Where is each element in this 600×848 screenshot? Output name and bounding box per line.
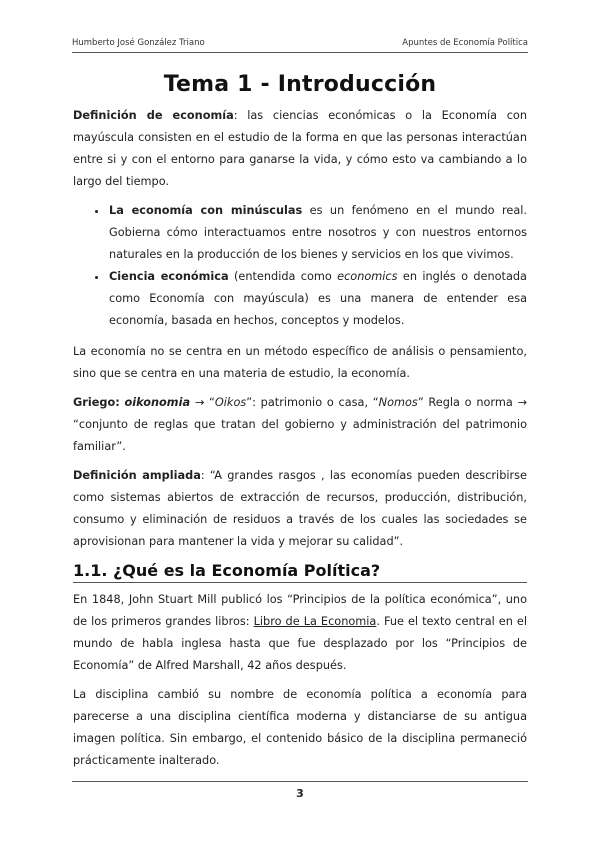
bullet-list bbox=[73, 200, 527, 332]
footer-divider bbox=[72, 781, 528, 782]
section-paragraph-2: La disciplina cambió su nombre de economía política a economía para parecerse a una disciplina científica moderna y distanciarse de su antigua imagen política. Sin embargo, el contenido básico de la disciplina permaneció prácticamente inalterado. bbox=[73, 688, 527, 767]
section-paragraph-1 bbox=[73, 589, 527, 677]
greek-word: oikonomia bbox=[124, 396, 191, 409]
header-doc-title: Apuntes de Economía Política bbox=[402, 38, 528, 48]
bullet-2-post: en inglés o denotada como Economía con mayúscula) es una manera de entender esa economía, basada en hechos, conceptos y modelos. bbox=[109, 270, 527, 327]
page-number: 3 bbox=[296, 787, 304, 800]
method-paragraph: La economía no se centra en un método específico de análisis o pensamiento, sino que se centra en una materia de estudio, la economía. bbox=[73, 345, 527, 380]
greek-oikos: Oikos bbox=[214, 396, 247, 409]
bullet-2-italic: economics bbox=[337, 270, 398, 283]
page-content bbox=[73, 68, 527, 779]
bullet-2-pre: (entendida como bbox=[228, 270, 338, 283]
extended-definition-paragraph bbox=[73, 465, 527, 553]
greek-mid: ”: patrimonio o casa, “ bbox=[246, 396, 379, 409]
header-author: Humberto José González Triano bbox=[72, 38, 205, 48]
list-item bbox=[107, 200, 527, 266]
definition-paragraph bbox=[73, 105, 527, 193]
greek-label: Griego: bbox=[73, 396, 120, 409]
bullet-1-text: es un fenómeno en el mundo real. Gobierna cómo interactuamos entre nosotros y con nuestros entornos naturales en la producción de los bienes y servicios en los que vivimos. bbox=[109, 204, 527, 261]
list-item bbox=[107, 266, 527, 332]
book-link[interactable]: Libro de La Economia bbox=[253, 615, 377, 628]
definition-label: Definición de economía bbox=[73, 109, 234, 122]
greek-arrow: → “ bbox=[190, 396, 215, 409]
section-p1-pre: En 1848, John Stuart Mill publicó los “Principios de la política económica”, uno de los primeros grandes libros: bbox=[73, 593, 527, 628]
definition-text: : las ciencias económicas o la Economía con mayúscula consisten en el estudio de la forma en que las personas interactúan entre si y con el entorno para ganarse la vida, y cómo esto va cambiando a lo largo del tiempo. bbox=[73, 109, 527, 188]
extended-definition-label: Definición ampliada bbox=[73, 469, 201, 482]
section-p1-post: . Fue el texto central en el mundo de habla inglesa hasta que fue desplazado por los “Principios de Economía” de Alfred Marshall, 42 años después. bbox=[73, 615, 528, 672]
greek-nomos: Nomos bbox=[378, 396, 418, 409]
extended-definition-text: : “A grandes rasgos , las economías pueden describirse como sistemas abiertos de extracción de recursos, producción, distribución, consumo y eliminación de residuos a través de los cuales las sociedades se aprovisionan para mantener la vida y mejorar su calidad”. bbox=[73, 469, 527, 548]
greek-rest: ” Regla o norma → “conjunto de reglas que tratan del gobierno y administración del patrimonio familiar”. bbox=[73, 396, 527, 453]
bullet-2-label: Ciencia económica bbox=[109, 270, 229, 283]
page-title: Tema 1 - Introducción bbox=[163, 72, 437, 97]
section-heading: 1.1. ¿Qué es la Economía Política? bbox=[73, 561, 527, 583]
page-header bbox=[72, 38, 528, 53]
bullet-1-label: La economía con minúsculas bbox=[109, 204, 303, 217]
greek-paragraph bbox=[73, 392, 527, 458]
